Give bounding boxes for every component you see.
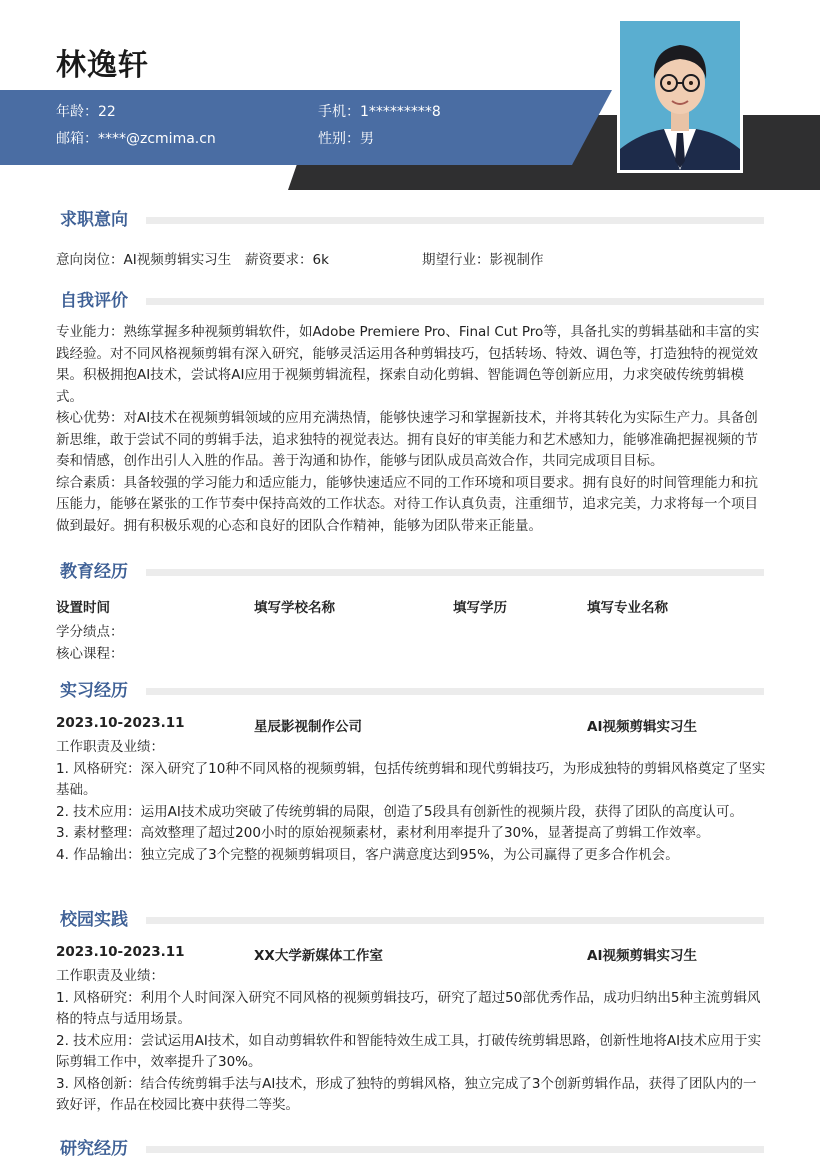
list-item: 2. 技术应用：运用AI技术成功突破了传统剪辑的局限，创造了5段具有创新性的视频片段，获得了团队的高度认可。 [56, 803, 743, 820]
profile-photo [617, 18, 743, 173]
education-courses: 核心课程： [56, 646, 124, 662]
duty-label: 工作职责及业绩： [56, 739, 164, 755]
section-title: 校园实践 [60, 909, 138, 931]
internship-time: 2023.10-2023.11 [56, 715, 185, 731]
section-rule [146, 917, 764, 924]
section-title: 实习经历 [60, 680, 138, 702]
age-info: 年龄：22 [56, 104, 116, 120]
phone-info: 手机：1*********8 [318, 104, 441, 120]
internship-company: 星辰影视制作公司 [254, 719, 362, 735]
section-rule [146, 569, 764, 576]
section-job-intent [56, 209, 764, 231]
section-internship [56, 680, 764, 702]
list-item: 4. 作品输出：独立完成了3个完整的视频剪辑项目，客户满意度达到95%，为公司赢得了更多合作机会。 [56, 846, 679, 863]
education-major: 填写专业名称 [587, 600, 668, 616]
list-item: 1. 风格研究：利用个人时间深入研究不同风格的视频剪辑技巧，研究了超过50部优秀作品，成功归纳出5种主流剪辑风格的特点与适用场景。 [56, 989, 761, 1027]
section-rule [146, 688, 764, 695]
self-paragraph-skills: 专业能力：熟练掌握多种视频剪辑软件，如Adobe Premiere Pro、Final Cut Pro等，具备扎实的剪辑基础和丰富的实践经验。对不同风格视频剪辑有深入研究，能够灵活运用各种剪辑技巧，包括转场、特效、调色等，打造独特的视觉效果。积极拥抱AI技术，尝试将AI应用于视频剪辑流程，探索自动化剪辑、智能调色等创新应用，力求突破传统剪辑模式。 [56, 324, 760, 405]
self-paragraph-strengths: 核心优势：对AI技术在视频剪辑领域的应用充满热情，能够快速学习和掌握新技术，并将其转化为实际生产力。具备创新思维，敢于尝试不同的剪辑手法，追求独特的视觉表达。拥有良好的审美能力和艺术感知力，能够准确把握视频的节奏和情感，创作出引人入胜的作品。善于沟通和协作，能够与团队成员高效合作，共同完成项目目标。 [56, 410, 758, 469]
intent-industry: 期望行业：影视制作 [422, 252, 544, 268]
section-title: 研究经历 [60, 1138, 138, 1160]
section-campus-practice [56, 909, 764, 931]
intent-position: 意向岗位：AI视频剪辑实习生 [56, 252, 232, 268]
section-research [56, 1138, 764, 1160]
self-evaluation-text [56, 322, 766, 537]
list-item: 3. 风格创新：结合传统剪辑手法与AI技术，形成了独特的剪辑风格，独立完成了3个创新剪辑作品，获得了团队内的一致好评，作品在校园比赛中获得二等奖。 [56, 1075, 757, 1113]
education-time: 设置时间 [56, 600, 110, 616]
section-title: 求职意向 [60, 209, 138, 231]
list-item: 3. 素材整理：高效整理了超过200小时的原始视频素材，素材利用率提升了30%，显著提高了剪辑工作效率。 [56, 825, 710, 841]
section-rule [146, 1146, 764, 1153]
duty-label: 工作职责及业绩： [56, 968, 164, 984]
list-item: 1. 风格研究：深入研究了10种不同风格的视频剪辑，包括传统剪辑和现代剪辑技巧，为形成独特的剪辑风格奠定了坚实基础。 [56, 760, 766, 798]
education-degree: 填写学历 [453, 600, 507, 616]
education-gpa: 学分绩点： [56, 624, 124, 640]
list-item: 2. 技术应用：尝试运用AI技术，如自动剪辑软件和智能特效生成工具，打破传统剪辑思路，创新性地将AI技术应用于实际剪辑工作中，效率提升了30%。 [56, 1032, 762, 1070]
campus-org: XX大学新媒体工作室 [254, 948, 383, 964]
education-school: 填写学校名称 [254, 600, 335, 616]
internship-role: AI视频剪辑实习生 [587, 719, 697, 735]
campus-role: AI视频剪辑实习生 [587, 948, 697, 964]
campus-details [56, 966, 766, 1117]
email-info: 邮箱：****@zcmima.cn [56, 131, 216, 147]
intent-salary: 薪资要求：6k [245, 252, 329, 268]
gender-info: 性别：男 [318, 131, 374, 147]
section-self-evaluation [56, 290, 764, 312]
campus-time: 2023.10-2023.11 [56, 944, 185, 960]
candidate-name: 林逸轩 [56, 48, 149, 83]
section-title: 自我评价 [60, 290, 138, 312]
section-rule [146, 217, 764, 224]
internship-details [56, 737, 766, 866]
section-title: 教育经历 [60, 561, 138, 583]
self-paragraph-qualities: 综合素质：具备较强的学习能力和适应能力，能够快速适应不同的工作环境和项目要求。拥有良好的时间管理能力和抗压能力，能够在紧张的工作节奏中保持高效的工作状态。对待工作认真负责，注重细节，追求完美，力求将每一个项目做到最好。拥有积极乐观的心态和良好的团队合作精神，能够为团队带来正能量。 [56, 474, 758, 534]
section-rule [146, 298, 764, 305]
section-education [56, 561, 764, 583]
